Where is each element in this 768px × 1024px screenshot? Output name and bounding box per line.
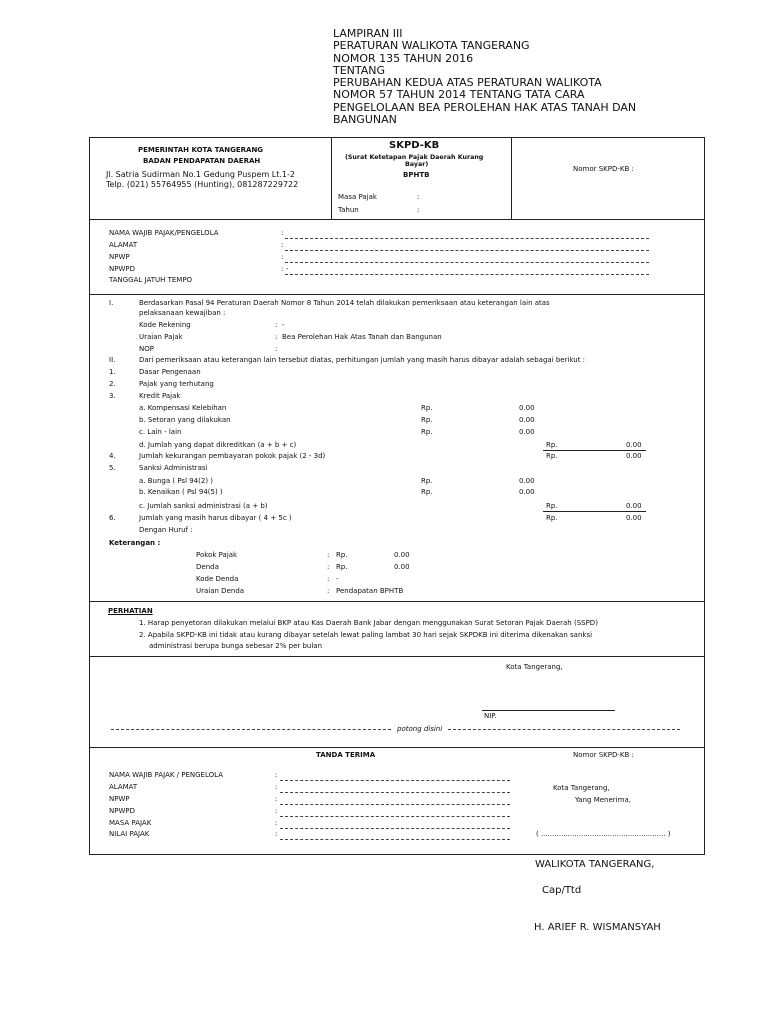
amount: 0.00 bbox=[626, 502, 642, 510]
colon: : bbox=[417, 206, 420, 214]
colon: : bbox=[417, 193, 420, 201]
doc-type: BPHTB bbox=[403, 171, 430, 179]
rp-label: Rp. bbox=[336, 551, 348, 559]
kota-label: Kota Tangerang, bbox=[553, 784, 610, 792]
amount: 0.00 bbox=[626, 514, 642, 522]
kredit-pajak: Kredit Pajak bbox=[139, 392, 181, 400]
kekurangan: Jumlah kekurangan pembayaran pokok pajak (2 - 3d) bbox=[139, 452, 326, 460]
amount: 0.00 bbox=[519, 416, 535, 424]
divider bbox=[89, 294, 705, 295]
signature-line bbox=[482, 710, 615, 711]
rp-label: Rp. bbox=[421, 477, 433, 485]
kode-denda-value: - bbox=[336, 575, 339, 583]
identity-label: ALAMAT bbox=[109, 241, 138, 249]
amount: 0.00 bbox=[394, 563, 410, 571]
colon: : bbox=[275, 345, 278, 353]
npwpd-value: - bbox=[286, 265, 289, 273]
amount: 0.00 bbox=[626, 441, 642, 449]
receipt-label: NPWPD bbox=[109, 807, 135, 815]
colon: : bbox=[275, 795, 278, 803]
amount: 0.00 bbox=[394, 551, 410, 559]
colon: : bbox=[275, 819, 278, 827]
org-name: PEMERINTAH KOTA TANGERANG bbox=[138, 146, 264, 154]
divider bbox=[89, 747, 705, 748]
rp-label: Rp. bbox=[546, 441, 558, 449]
divider bbox=[511, 137, 512, 219]
lampiran-line: PERUBAHAN KEDUA ATAS PERATURAN WALIKOTA bbox=[333, 76, 602, 90]
colon: : bbox=[275, 830, 278, 838]
doc-title: SKPD-KB bbox=[389, 140, 440, 151]
sanksi: Sanksi Administrasi bbox=[139, 464, 208, 472]
divider bbox=[331, 137, 332, 219]
kenaikan: b. Kenaikan ( Psl 94(5) ) bbox=[139, 488, 223, 496]
colon: : bbox=[327, 551, 330, 559]
lain-lain: c. Lain - lain bbox=[139, 428, 182, 436]
receiver-signature-field: ( ........................................................ ) bbox=[536, 830, 671, 838]
identity-field[interactable] bbox=[285, 274, 649, 275]
org-phone: Telp. (021) 55764955 (Hunting), 081287229722 bbox=[106, 180, 299, 189]
rp-label: Rp. bbox=[336, 563, 348, 571]
receipt-field[interactable] bbox=[280, 828, 510, 829]
pajak-terhutang: Pajak yang terhutang bbox=[139, 380, 214, 388]
item-number: 4. bbox=[109, 452, 116, 460]
rp-label: Rp. bbox=[546, 502, 558, 510]
perhatian-item: administrasi berupa bunga sebesar 2% per bulan bbox=[149, 642, 323, 650]
item-number: 2. bbox=[109, 380, 116, 388]
colon: : bbox=[275, 771, 278, 779]
doc-subtitle: (Surat Ketetapan Pajak Daerah Kurang bbox=[345, 154, 484, 161]
pokok-label: Pokok Pajak bbox=[196, 551, 238, 559]
kode-denda-label: Kode Denda bbox=[196, 575, 239, 583]
bunga: a. Bunga ( Psl 94(2) ) bbox=[139, 477, 214, 485]
receipt-label: NILAI PAJAK bbox=[109, 830, 150, 838]
amount: 0.00 bbox=[519, 404, 535, 412]
keterangan-title: Keterangan : bbox=[109, 539, 161, 547]
identity-label: NAMA WAJIB PAJAK/PENGELOLA bbox=[109, 229, 219, 237]
rp-label: Rp. bbox=[421, 428, 433, 436]
lampiran-line: TENTANG bbox=[333, 63, 386, 77]
rp-label: Rp. bbox=[421, 416, 433, 424]
jumlah-dikreditkan: d. Jumlah yang dapat dikreditkan (a + b + c) bbox=[139, 441, 297, 449]
amount: 0.00 bbox=[626, 452, 642, 460]
rp-label: Rp. bbox=[421, 488, 433, 496]
identity-label: NPWP bbox=[109, 253, 130, 261]
rp-label: Rp. bbox=[546, 514, 558, 522]
lampiran-line: NOMOR 57 TAHUN 2014 TENTANG TATA CARA bbox=[333, 88, 585, 102]
divider bbox=[89, 656, 705, 657]
dengan-huruf: Dengan Huruf : bbox=[139, 526, 193, 534]
receipt-label: NPWP bbox=[109, 795, 130, 803]
uraian-pajak-label: Uraian Pajak bbox=[139, 333, 183, 341]
colon: : bbox=[275, 807, 278, 815]
identity-label: TANGGAL JATUH TEMPO bbox=[109, 276, 193, 284]
receipt-field[interactable] bbox=[280, 816, 510, 817]
identity-field[interactable] bbox=[285, 262, 649, 263]
receipt-label: NAMA WAJIB PAJAK / PENGELOLA bbox=[109, 771, 223, 779]
receipt-field[interactable] bbox=[280, 780, 510, 781]
uraian-pajak-value: Bea Perolehan Hak Atas Tanah dan Bangunan bbox=[282, 333, 442, 341]
item-number: 6. bbox=[109, 514, 116, 522]
identity-field[interactable] bbox=[285, 250, 649, 251]
jumlah-sanksi: c. Jumlah sanksi administrasi (a + b) bbox=[139, 502, 268, 510]
perhatian-item: 2. Apabila SKPD-KB ini tidak atau kurang dibayar setelah lewat paling lambat 30 hari sejak SKPDKB ini diterima dikenakan sanksi bbox=[139, 631, 593, 639]
section-number: I. bbox=[109, 299, 114, 307]
divider bbox=[89, 601, 705, 602]
body-text: Dari pemeriksaan atau keterangan lain tersebut diatas, perhitungan jumlah yang masih harus dibayar adalah sebagai berikut : bbox=[139, 356, 586, 364]
nip-label: NIP. bbox=[484, 712, 497, 720]
cut-line bbox=[448, 729, 680, 730]
underline bbox=[543, 450, 646, 451]
perhatian-item: 1. Harap penyetoran dilakukan melalui BKP atau Kas Daerah Bank Jabar dengan menggunakan Surat Setoran Pajak Daerah (SSPD) bbox=[139, 619, 598, 627]
amount: 0.00 bbox=[519, 477, 535, 485]
nomor-skpd-label: Nomor SKPD-KB : bbox=[573, 165, 634, 173]
receipt-field[interactable] bbox=[280, 804, 510, 805]
lampiran-line: BANGUNAN bbox=[333, 113, 397, 127]
lampiran-line: PENGELOLAAN BEA PEROLEHAN HAK ATAS TANAH DAN bbox=[333, 100, 637, 114]
walikota-title: WALIKOTA TANGERANG, bbox=[535, 859, 655, 870]
divider bbox=[89, 219, 705, 220]
colon: : bbox=[281, 229, 284, 237]
rp-label: Rp. bbox=[421, 404, 433, 412]
nop-label: NOP bbox=[139, 345, 154, 353]
perhatian-title: PERHATIAN bbox=[108, 607, 153, 615]
kompensasi: a. Kompensasi Kelebihan bbox=[139, 404, 227, 412]
identity-field[interactable] bbox=[285, 238, 649, 239]
colon: : bbox=[327, 563, 330, 571]
colon: : bbox=[327, 587, 330, 595]
receipt-label: ALAMAT bbox=[109, 783, 138, 791]
kode-rekening-label: Kode Rekening bbox=[139, 321, 191, 329]
receipt-label: MASA PAJAK bbox=[109, 819, 152, 827]
colon: : bbox=[281, 241, 284, 249]
lampiran-line: LAMPIRAN III bbox=[333, 27, 403, 40]
yang-menerima: Yang Menerima, bbox=[575, 796, 631, 804]
item-number: 5. bbox=[109, 464, 116, 472]
colon: : bbox=[281, 265, 284, 273]
cap-ttd: Cap/Ttd bbox=[542, 885, 582, 896]
colon: : bbox=[281, 253, 284, 261]
dasar-pengenaan: Dasar Pengenaan bbox=[139, 368, 201, 376]
receipt-field[interactable] bbox=[280, 792, 510, 793]
masa-pajak-label: Masa Pajak bbox=[338, 193, 377, 201]
cut-line bbox=[111, 729, 391, 730]
uraian-denda-label: Uraian Denda bbox=[196, 587, 245, 595]
org-address: Jl. Satria Sudirman No.1 Gedung Puspem Lt.1-2 bbox=[106, 170, 295, 179]
colon: : bbox=[275, 321, 278, 329]
underline bbox=[543, 511, 646, 512]
body-text: pelaksanaan kewajiban : bbox=[139, 309, 226, 317]
item-number: 1. bbox=[109, 368, 116, 376]
rp-label: Rp. bbox=[546, 452, 558, 460]
masih-dibayar: Jumlah yang masih harus dibayar ( 4 + 5c ) bbox=[139, 514, 292, 522]
doc-subtitle: Bayar) bbox=[405, 161, 429, 168]
amount: 0.00 bbox=[519, 488, 535, 496]
body-text: Berdasarkan Pasal 94 Peraturan Daerah Nomor 8 Tahun 2014 telah dilakukan pemeriksaan atau keterangan lain atas bbox=[139, 299, 550, 307]
kode-rekening-value: - bbox=[282, 321, 285, 329]
receipt-field[interactable] bbox=[280, 839, 510, 840]
uraian-denda-value: Pendapatan BPHTB bbox=[336, 587, 404, 595]
amount: 0.00 bbox=[519, 428, 535, 436]
potong-label: potong disini bbox=[397, 725, 443, 733]
nomor-skpd-label: Nomor SKPD-KB : bbox=[573, 751, 634, 759]
setoran: b. Setoran yang dilakukan bbox=[139, 416, 231, 424]
section-number: II. bbox=[109, 356, 116, 364]
lampiran-line: PERATURAN WALIKOTA TANGERANG bbox=[333, 39, 530, 53]
colon: : bbox=[275, 333, 278, 341]
item-number: 3. bbox=[109, 392, 116, 400]
colon: : bbox=[275, 783, 278, 791]
identity-label: NPWPD bbox=[109, 265, 135, 273]
tanda-terima-title: TANDA TERIMA bbox=[316, 751, 376, 759]
lampiran-block bbox=[333, 28, 693, 126]
colon: : bbox=[327, 575, 330, 583]
org-dept: BADAN PENDAPATAN DAERAH bbox=[143, 157, 261, 165]
lampiran-line: NOMOR 135 TAHUN 2016 bbox=[333, 51, 474, 65]
kota-label: Kota Tangerang, bbox=[506, 663, 563, 671]
denda-label: Denda bbox=[196, 563, 219, 571]
signatory-name: H. ARIEF R. WISMANSYAH bbox=[534, 922, 661, 933]
tahun-label: Tahun bbox=[338, 206, 359, 214]
